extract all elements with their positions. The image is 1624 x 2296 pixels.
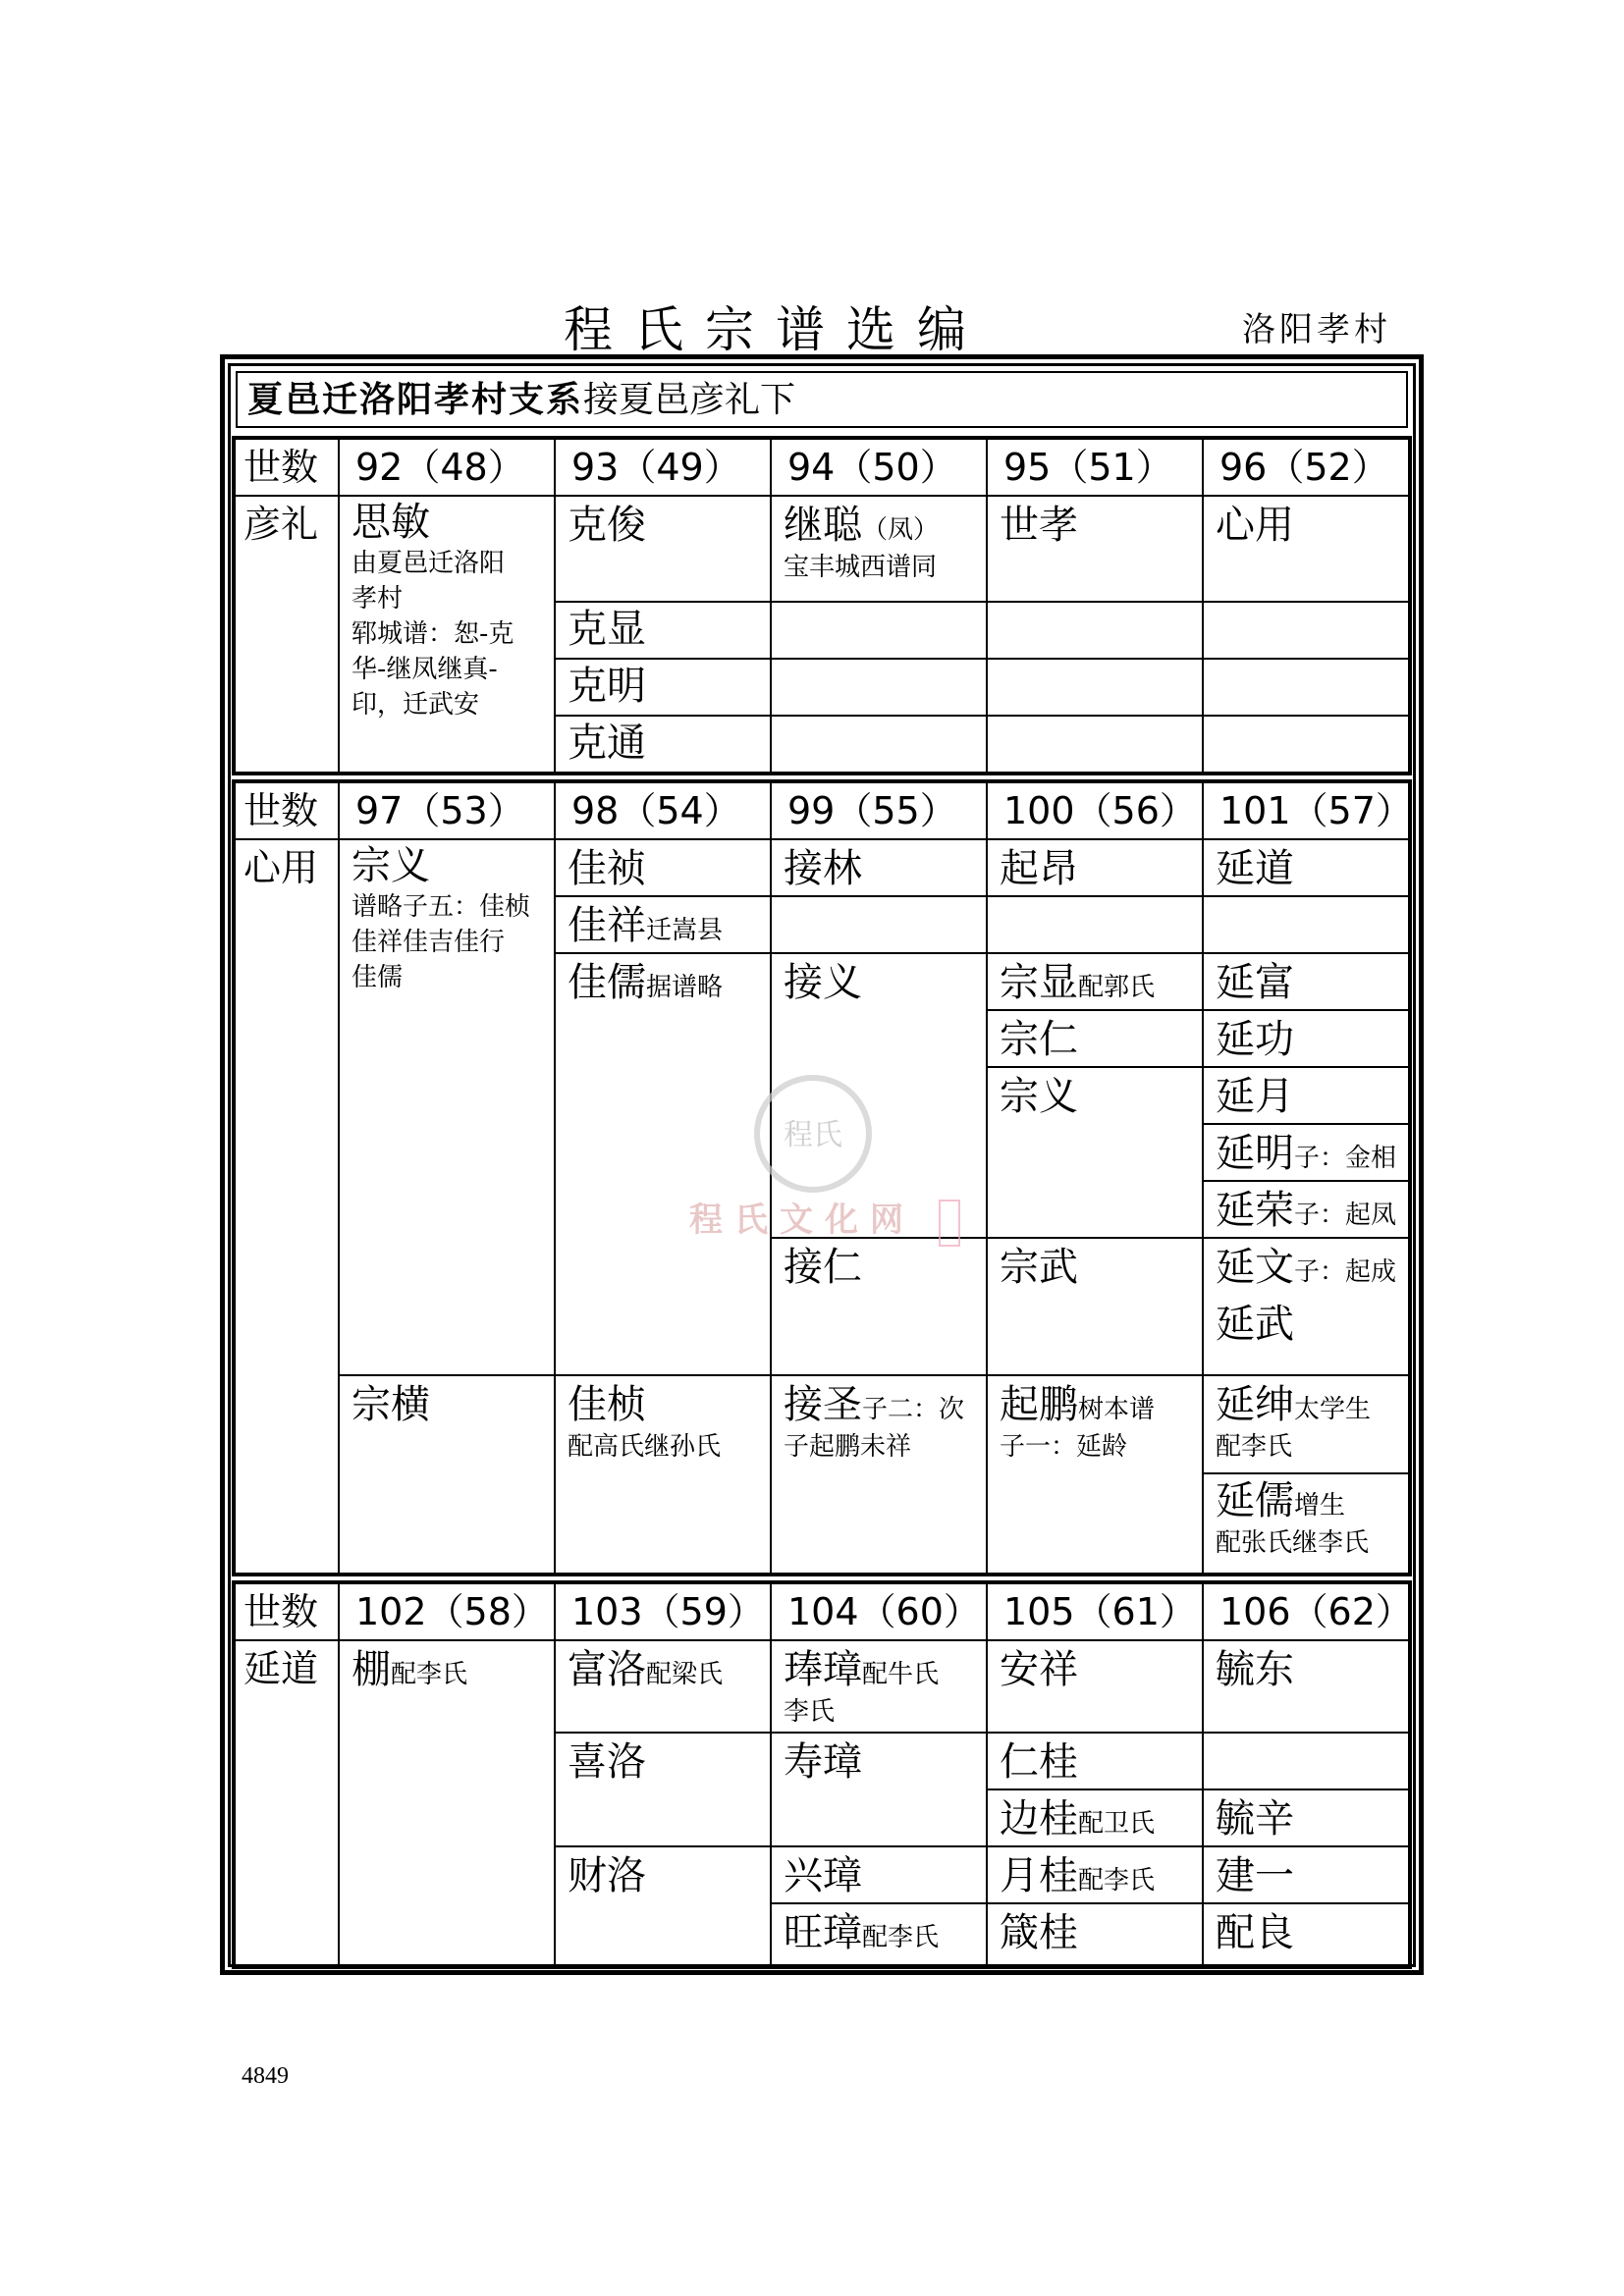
person-entry: [986, 1794, 1155, 1848]
person-name: 起昂: [1000, 846, 1078, 891]
header-gen-105: 105（61）: [1003, 1590, 1197, 1633]
person-name: 延月: [1216, 1074, 1294, 1119]
header-gen-92: 92（48）: [355, 446, 525, 489]
person-note: 子：起凤: [1294, 1201, 1397, 1230]
header-gen-98: 98（54）: [571, 789, 741, 832]
header-generation: 世数: [244, 789, 319, 832]
header-gen-94: 94（50）: [787, 446, 957, 489]
person-entry: [770, 1380, 964, 1465]
seal-text: 程氏: [784, 1118, 842, 1152]
person-name: 安祥: [1000, 1647, 1078, 1692]
person-note: 配梁氏: [646, 1660, 724, 1689]
person-entry: [1202, 1129, 1396, 1183]
person-entry: [770, 501, 939, 585]
person-note: 据谱略: [646, 973, 724, 1002]
person-note: 子二：次: [862, 1395, 965, 1424]
person-name: 延富: [1216, 960, 1294, 1005]
ancestor-label: 延道: [244, 1647, 319, 1690]
place-label: 洛阳孝村: [1242, 310, 1391, 349]
person-entry: [770, 1908, 939, 1962]
person-name: 世孝: [1000, 503, 1078, 548]
person-note: 由夏邑迁洛阳: [352, 549, 506, 578]
person-note: 印，迁武安: [352, 690, 480, 720]
person-note: 配高氏继孙氏: [568, 1432, 722, 1462]
lineage-header: [236, 371, 1408, 428]
watermark-text: 程氏文化网: [689, 1201, 915, 1240]
header-gen-100: 100（56）: [1003, 789, 1197, 832]
person-name: 克俊: [568, 503, 646, 548]
person-entry: [1202, 1380, 1371, 1465]
lineage-source: 接夏邑彦礼下: [583, 380, 796, 420]
person-name: 宗横: [352, 1382, 430, 1427]
person-note: 子：金相: [1294, 1144, 1397, 1173]
person-name: 佳祯: [568, 846, 646, 891]
person-name: 佳儒: [568, 960, 646, 1005]
person-note: 宝丰城西谱同: [784, 553, 938, 582]
person-alt-name: （凤）: [862, 515, 940, 545]
person-entry: [770, 1645, 939, 1730]
header-gen-106: 106（62）: [1219, 1590, 1413, 1633]
person-name: 延武: [1216, 1302, 1294, 1347]
person-name: 财洛: [568, 1853, 646, 1898]
person-entry: [1202, 1243, 1396, 1297]
person-note: 配李氏: [391, 1660, 468, 1689]
person-name: 克通: [568, 721, 646, 766]
person-entry: [338, 842, 554, 995]
person-entry: [554, 1380, 721, 1465]
person-name: 仁桂: [1000, 1739, 1078, 1785]
page-title: 程氏宗谱选编: [564, 301, 988, 358]
person-name: 延荣: [1216, 1188, 1294, 1233]
person-entry: [338, 499, 554, 722]
person-name: 棚: [352, 1647, 391, 1692]
person-entry: [338, 1645, 467, 1699]
person-name: 接义: [784, 960, 862, 1005]
person-name: 富洛: [568, 1647, 646, 1692]
person-name: 克显: [568, 607, 646, 652]
person-name: 琫璋: [784, 1647, 862, 1692]
person-note: 迁嵩县: [646, 916, 724, 945]
person-name: 佳桢: [568, 1382, 646, 1427]
person-name: 延功: [1216, 1017, 1294, 1062]
person-name: 宗义: [352, 843, 430, 888]
person-note: 佳儒: [352, 963, 404, 992]
generation-block-1: [232, 436, 1412, 775]
ancestor-label: 心用: [244, 846, 319, 889]
person-name: 延道: [1216, 846, 1294, 891]
person-entry: [986, 958, 1155, 1012]
person-note: 配李氏: [1078, 1866, 1156, 1896]
header-gen-103: 103（59）: [571, 1590, 765, 1633]
person-entry: [986, 1380, 1155, 1465]
header-gen-102: 102（58）: [355, 1590, 549, 1633]
person-name: 寿璋: [784, 1739, 862, 1785]
person-note: 佳祥佳吉佳行: [352, 928, 506, 957]
person-entry: [554, 958, 723, 1012]
page-number: 4849: [242, 2063, 289, 2089]
person-name: 思敏: [352, 500, 430, 545]
person-entry: [1202, 1186, 1396, 1240]
person-name: 佳祥: [568, 903, 646, 948]
person-name: 继聪: [784, 503, 862, 548]
header-gen-104: 104（60）: [787, 1590, 981, 1633]
person-name: 配良: [1216, 1910, 1294, 1955]
person-name: 旺璋: [784, 1910, 862, 1955]
person-name: 喜洛: [568, 1739, 646, 1785]
ancestor-label: 彦礼: [244, 503, 319, 546]
person-name: 延文: [1216, 1245, 1294, 1290]
header-gen-99: 99（55）: [787, 789, 957, 832]
header-gen-101: 101（57）: [1219, 789, 1413, 832]
person-note: 增生: [1294, 1491, 1346, 1521]
header-generation: 世数: [244, 446, 319, 489]
person-name: 月桂: [1000, 1853, 1078, 1898]
person-note: 配郭氏: [1078, 973, 1156, 1002]
person-name: 边桂: [1000, 1796, 1078, 1842]
person-note: 谱略子五：佳桢: [352, 892, 531, 922]
person-note: 子一：延龄: [1000, 1432, 1128, 1462]
person-note: 子起鹏未祥: [784, 1432, 912, 1462]
person-name: 起鹏: [1000, 1382, 1078, 1427]
person-name: 延明: [1216, 1131, 1294, 1176]
person-note: 郓城谱：恕-克: [352, 619, 514, 649]
person-name: 接仁: [784, 1245, 862, 1290]
person-name: 箴桂: [1000, 1910, 1078, 1955]
header-gen-93: 93（49）: [571, 446, 741, 489]
person-name: 宗仁: [1000, 1017, 1078, 1062]
person-entry: [1202, 1476, 1369, 1561]
person-note: 子：起成: [1294, 1257, 1397, 1287]
person-note: 配张氏继李氏: [1216, 1528, 1370, 1558]
header-gen-96: 96（52）: [1219, 446, 1389, 489]
person-name: 宗武: [1000, 1245, 1078, 1290]
person-entry: [554, 901, 723, 955]
person-name: 接圣: [784, 1382, 862, 1427]
person-entry: [554, 1645, 723, 1699]
person-name: 心用: [1216, 503, 1294, 548]
person-note: 配牛氏: [862, 1660, 940, 1689]
person-entry: [986, 1851, 1155, 1905]
lineage-branch: 夏邑迁洛阳孝村支系: [247, 379, 584, 420]
person-note: 树本谱: [1078, 1395, 1156, 1424]
person-note: 配卫氏: [1078, 1809, 1156, 1839]
person-name: 克明: [568, 664, 646, 709]
person-name: 建一: [1216, 1853, 1294, 1898]
header-gen-97: 97（53）: [355, 789, 525, 832]
person-name: 接林: [784, 846, 862, 891]
person-name: 毓东: [1216, 1647, 1294, 1692]
person-name: 兴璋: [784, 1853, 862, 1898]
person-note: 孝村: [352, 584, 404, 614]
person-name: 延绅: [1216, 1382, 1294, 1427]
header-gen-95: 95（51）: [1003, 446, 1173, 489]
person-name: 延儒: [1216, 1478, 1294, 1523]
header-generation: 世数: [244, 1590, 319, 1633]
person-note: 配李氏: [862, 1923, 940, 1952]
watermark-stamp: [939, 1200, 960, 1247]
person-note: 配李氏: [1216, 1432, 1293, 1462]
person-note: 太学生: [1294, 1395, 1372, 1424]
person-name: 毓辛: [1216, 1796, 1294, 1842]
person-name: 宗显: [1000, 960, 1078, 1005]
person-note: 李氏: [784, 1697, 836, 1727]
person-note: 华-继凤继真-: [352, 655, 498, 684]
generation-block-3: [232, 1580, 1412, 1969]
person-name: 宗义: [1000, 1074, 1078, 1119]
watermark-seal: [754, 1075, 872, 1193]
